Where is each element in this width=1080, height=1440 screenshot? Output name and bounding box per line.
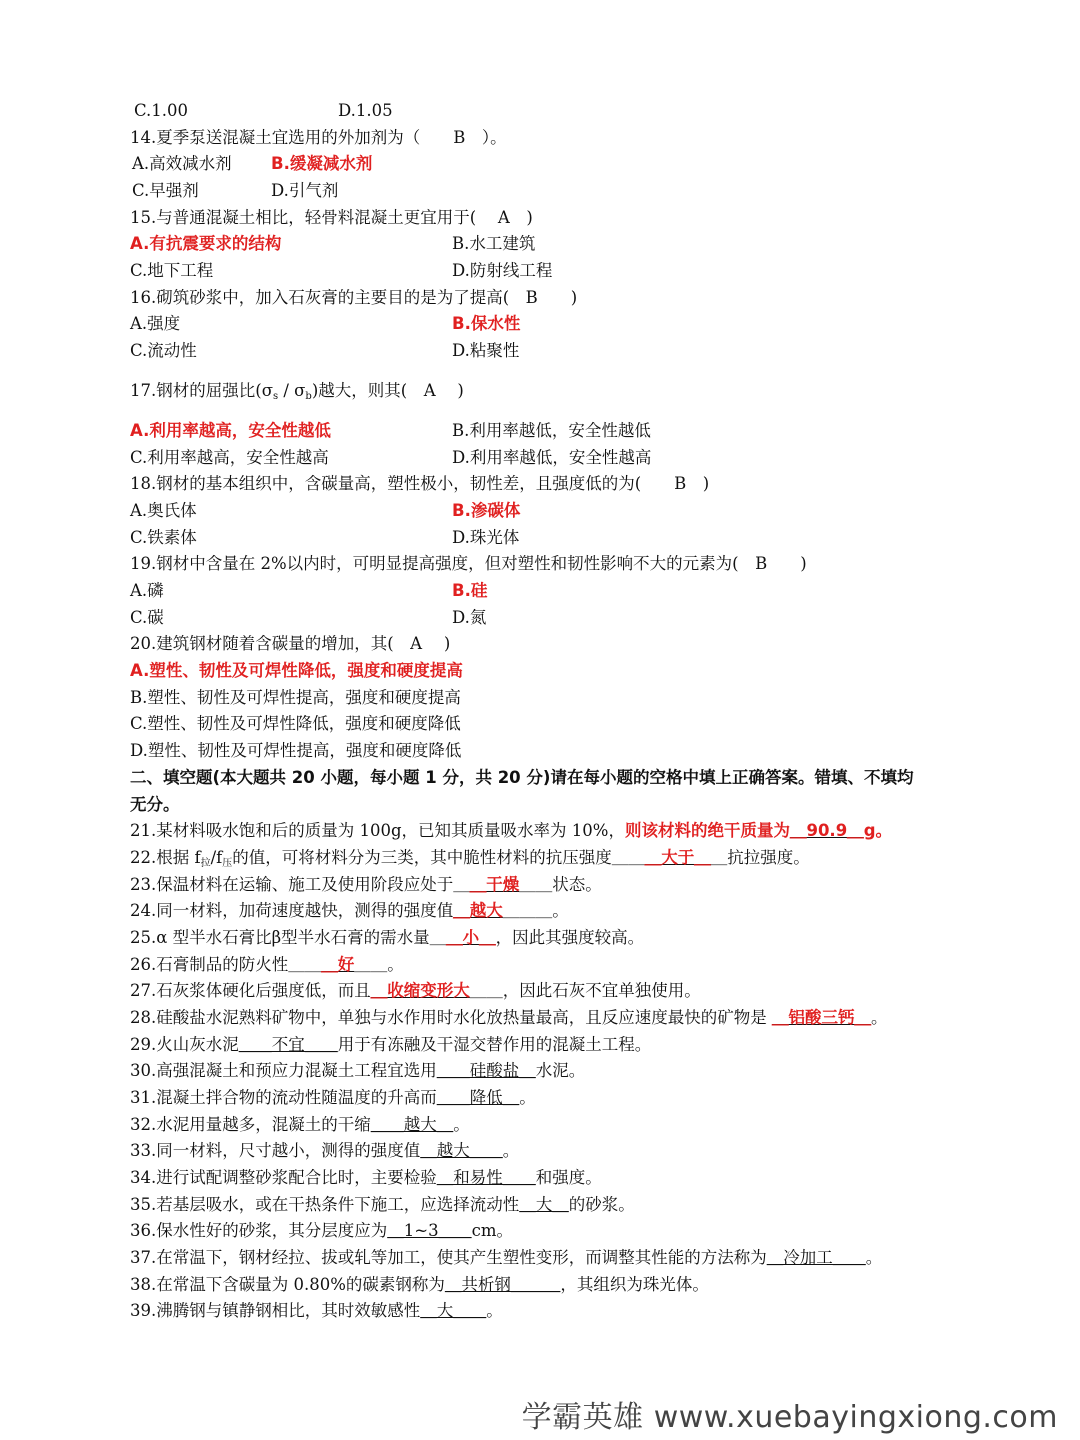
q38 <box>130 1274 709 1296</box>
q30-post: 水泥。 <box>535 1061 586 1080</box>
q17-slash: / <box>278 381 295 400</box>
q21-answer: ＿90.9＿ <box>789 821 864 840</box>
q15-option-b: B.水工建筑 <box>452 234 536 253</box>
q21 <box>130 820 892 842</box>
q18-option-b-answer: B.渗碳体 <box>452 501 521 520</box>
q25 <box>130 927 644 949</box>
q22-sub-la: 拉 <box>200 858 211 869</box>
q34-post: 和强度。 <box>535 1168 602 1187</box>
q18-option-d: D.珠光体 <box>452 528 520 547</box>
q32-post: 。 <box>453 1115 470 1134</box>
q27-post: ＿＿，因此石灰不宜单独使用。 <box>469 981 701 1000</box>
q33 <box>130 1140 519 1162</box>
site-watermark: 学霸英雄 www.xuebayingxiong.com <box>521 1400 1058 1435</box>
q39-pre: 39.沸腾钢与镇静钢相比，其时效敏感性 <box>130 1301 421 1320</box>
q17-stem-pre: 17.钢材的屈强比( <box>130 381 262 400</box>
q14-option-c: C.早强剂 <box>132 181 199 200</box>
q24 <box>130 900 569 922</box>
q15-option-a-answer: A.有抗震要求的结构 <box>130 234 282 253</box>
q29-answer: ＿＿不宜＿＿ <box>238 1035 338 1054</box>
q22-mid: /f <box>210 848 223 867</box>
q26-post: ＿＿。 <box>354 955 404 974</box>
q27 <box>130 980 701 1002</box>
q17-option-c: C.利用率越高，安全性越高 <box>130 448 329 467</box>
q36-post: cm。 <box>471 1221 513 1240</box>
q13-option-c: C.1.00 <box>134 101 189 120</box>
q14-option-a: A.高效减水剂 <box>132 154 232 173</box>
q24-post: ＿＿＿。 <box>502 901 569 920</box>
q32 <box>130 1114 470 1136</box>
q30 <box>130 1060 585 1082</box>
q36-pre: 36.保水性好的砂浆，其分层度应为 <box>130 1221 388 1240</box>
q20-option-b: B.塑性、韧性及可焊性提高，强度和硬度提高 <box>130 688 461 707</box>
q16-option-c: C.流动性 <box>130 341 197 360</box>
q28 <box>130 1007 888 1029</box>
q18-stem: 18.钢材的基本组织中，含碳量高，塑性极小，韧性差，且强度低的为( B ) <box>130 474 710 493</box>
q35-pre: 35.若基层吸水，或在干热条件下施工，应选择流动性 <box>130 1195 520 1214</box>
q19-option-b-answer: B.硅 <box>452 581 488 600</box>
q22-post2: ＿抗拉强度。 <box>710 848 810 867</box>
q35-answer: ＿大＿ <box>519 1195 569 1214</box>
q19-option-a: A.磷 <box>130 581 164 600</box>
q25-answer: ＿小＿ <box>446 928 496 947</box>
q19-option-d: D.氮 <box>452 608 487 627</box>
q20-option-a-answer: A.塑性、韧性及可焊性降低，强度和硬度提高 <box>130 661 463 680</box>
q15-stem: 15.与普通混凝土相比，轻骨料混凝土更宜用于( A ) <box>130 208 533 227</box>
q15-option-c: C.地下工程 <box>130 261 214 280</box>
q39-answer: ＿大＿＿ <box>420 1301 487 1320</box>
section2-heading-cont: 无分。 <box>130 795 180 814</box>
q22 <box>130 847 810 875</box>
q34 <box>130 1167 602 1189</box>
q23-pre: 23.保温材料在运输、施工及使用阶段应处于＿ <box>130 875 470 894</box>
q39 <box>130 1300 503 1322</box>
q34-pre: 34.进行试配调整砂浆配合比时，主要检验 <box>130 1168 437 1187</box>
q30-pre: 30.高强混凝土和预应力混凝土工程宜选用 <box>130 1061 437 1080</box>
q18-option-a: A.奥氏体 <box>130 501 197 520</box>
q29-pre: 29.火山灰水泥 <box>130 1035 239 1054</box>
section2-heading: 二、填空题(本大题共 20 小题，每小题 1 分，共 20 分)请在每小题的空格中填上正确答案。错填、不填均 <box>130 768 914 787</box>
q22-sub-ya: 压 <box>222 858 233 869</box>
q20-option-d: D.塑性、韧性及可焊性提高，强度和硬度降低 <box>130 741 462 760</box>
q17-sigma-s: σ <box>261 381 273 400</box>
q31 <box>130 1087 536 1109</box>
q29 <box>130 1034 651 1056</box>
q25-post: ，因此其强度较高。 <box>495 928 645 947</box>
q17-sigma-b: σ <box>294 381 306 400</box>
q33-pre: 33.同一材料，尺寸越小，测得的强度值 <box>130 1141 421 1160</box>
q24-pre: 24.同一材料，加荷速度越快，测得的强度值 <box>130 901 454 920</box>
q35 <box>130 1194 635 1216</box>
q37-post: 。 <box>865 1248 883 1267</box>
q26-answer: ＿好 <box>321 955 355 974</box>
q17-stem <box>130 380 464 408</box>
q15-option-d: D.防射线工程 <box>452 261 553 280</box>
q27-pre: 27.石灰浆体硬化后强度低，而且 <box>130 981 371 1000</box>
q38-answer: ＿共析钢＿＿＿ <box>444 1275 561 1294</box>
q16-option-d: D.粘聚性 <box>452 341 520 360</box>
q27-answer: ＿收缩变形大 <box>370 981 470 1000</box>
q37 <box>130 1247 882 1269</box>
q14-option-b-answer: B.缓凝减水剂 <box>271 154 373 173</box>
q31-answer: ＿＿降低＿ <box>436 1088 520 1107</box>
q32-answer: ＿＿越大＿ <box>370 1115 454 1134</box>
q35-post: 的砂浆。 <box>568 1195 635 1214</box>
q26-pre: 26.石膏制品的防火性＿＿ <box>130 955 322 974</box>
q28-answer: ＿铝酸三钙＿ <box>772 1008 871 1027</box>
q17-subscript-s: s <box>272 391 279 402</box>
q22-post1: 的值，可将材料分为三类，其中脆性材料的抗压强度＿＿ <box>232 848 645 867</box>
q28-pre: 28.硅酸盐水泥熟料矿物中，单独与水作用时水化放热量最高，且反应速度最快的矿物是 <box>130 1008 772 1027</box>
q20-stem: 20.建筑钢材随着含碳量的增加，其( A ) <box>130 634 451 653</box>
q25-pre: 25.α 型半水石膏比β型半水石膏的需水量＿ <box>130 928 447 947</box>
q17-option-d: D.利用率越低，安全性越高 <box>452 448 652 467</box>
q29-post: 用于有冻融及干湿交替作用的混凝土工程。 <box>337 1035 652 1054</box>
q30-answer: ＿＿硅酸盐＿ <box>436 1061 536 1080</box>
q37-answer: ＿冷加工＿＿ <box>766 1248 866 1267</box>
q23-post: ＿＿状态。 <box>519 875 602 894</box>
q14-option-d: D.引气剂 <box>271 181 339 200</box>
q21-post: g。 <box>863 821 892 840</box>
q17-stem-post: )越大，则其( A ) <box>311 381 464 400</box>
q17-option-b: B.利用率越低，安全性越低 <box>452 421 651 440</box>
q19-option-c: C.碳 <box>130 608 164 627</box>
q38-post: ，其组织为珠光体。 <box>560 1275 709 1294</box>
q32-pre: 32.水泥用量越多，混凝土的干缩 <box>130 1115 371 1134</box>
q17-option-a-answer: A.利用率越高，安全性越低 <box>130 421 331 440</box>
q17-subscript-b: b <box>305 391 312 402</box>
q37-pre: 37.在常温下，钢材经拉、拔或轧等加工，使其产生塑性变形，而调整其性能的方法称为 <box>130 1248 767 1267</box>
q21-pre: 21.某材料吸水饱和后的质量为 100g，已知其质量吸水率为 10%， <box>130 821 625 840</box>
q16-option-b-answer: B.保水性 <box>452 314 521 333</box>
q14-stem: 14.夏季泵送混凝土宜选用的外加剂为（ B ）。 <box>130 128 507 147</box>
q28-post: 。 <box>871 1008 888 1027</box>
q22-answer: ＿大于＿ <box>644 848 711 867</box>
q31-pre: 31.混凝土拌合物的流动性随温度的升高而 <box>130 1088 437 1107</box>
q22-pre: 22.根据 f <box>130 848 201 867</box>
q26 <box>130 954 404 976</box>
q36-answer: ＿1~3＿＿ <box>387 1221 472 1240</box>
q19-stem: 19.钢材中含量在 2%以内时，可明显提高强度，但对塑性和韧性影响不大的元素为( B ) <box>130 554 807 573</box>
q16-option-a: A.强度 <box>130 314 181 333</box>
q13-option-d: D.1.05 <box>338 101 393 120</box>
q33-post: 。 <box>502 1141 520 1160</box>
q31-post: 。 <box>519 1088 536 1107</box>
q18-option-c: C.铁素体 <box>130 528 197 547</box>
q16-stem: 16.砌筑砂浆中，加入石灰膏的主要目的是为了提高( B ) <box>130 288 578 307</box>
q23-answer: ＿干燥 <box>469 875 520 894</box>
q33-answer: ＿越大＿＿ <box>420 1141 503 1160</box>
q38-pre: 38.在常温下含碳量为 0.80%的碳素钢称为 <box>130 1275 445 1294</box>
q39-post: 。 <box>486 1301 503 1320</box>
q21-red-text: 则该材料的绝干质量为 <box>624 821 790 840</box>
q34-answer: ＿和易性＿＿ <box>436 1168 536 1187</box>
q36 <box>130 1220 513 1242</box>
q24-answer: ＿越大 <box>453 901 503 920</box>
q23 <box>130 874 602 896</box>
q20-option-c: C.塑性、韧性及可焊性降低，强度和硬度降低 <box>130 714 461 733</box>
